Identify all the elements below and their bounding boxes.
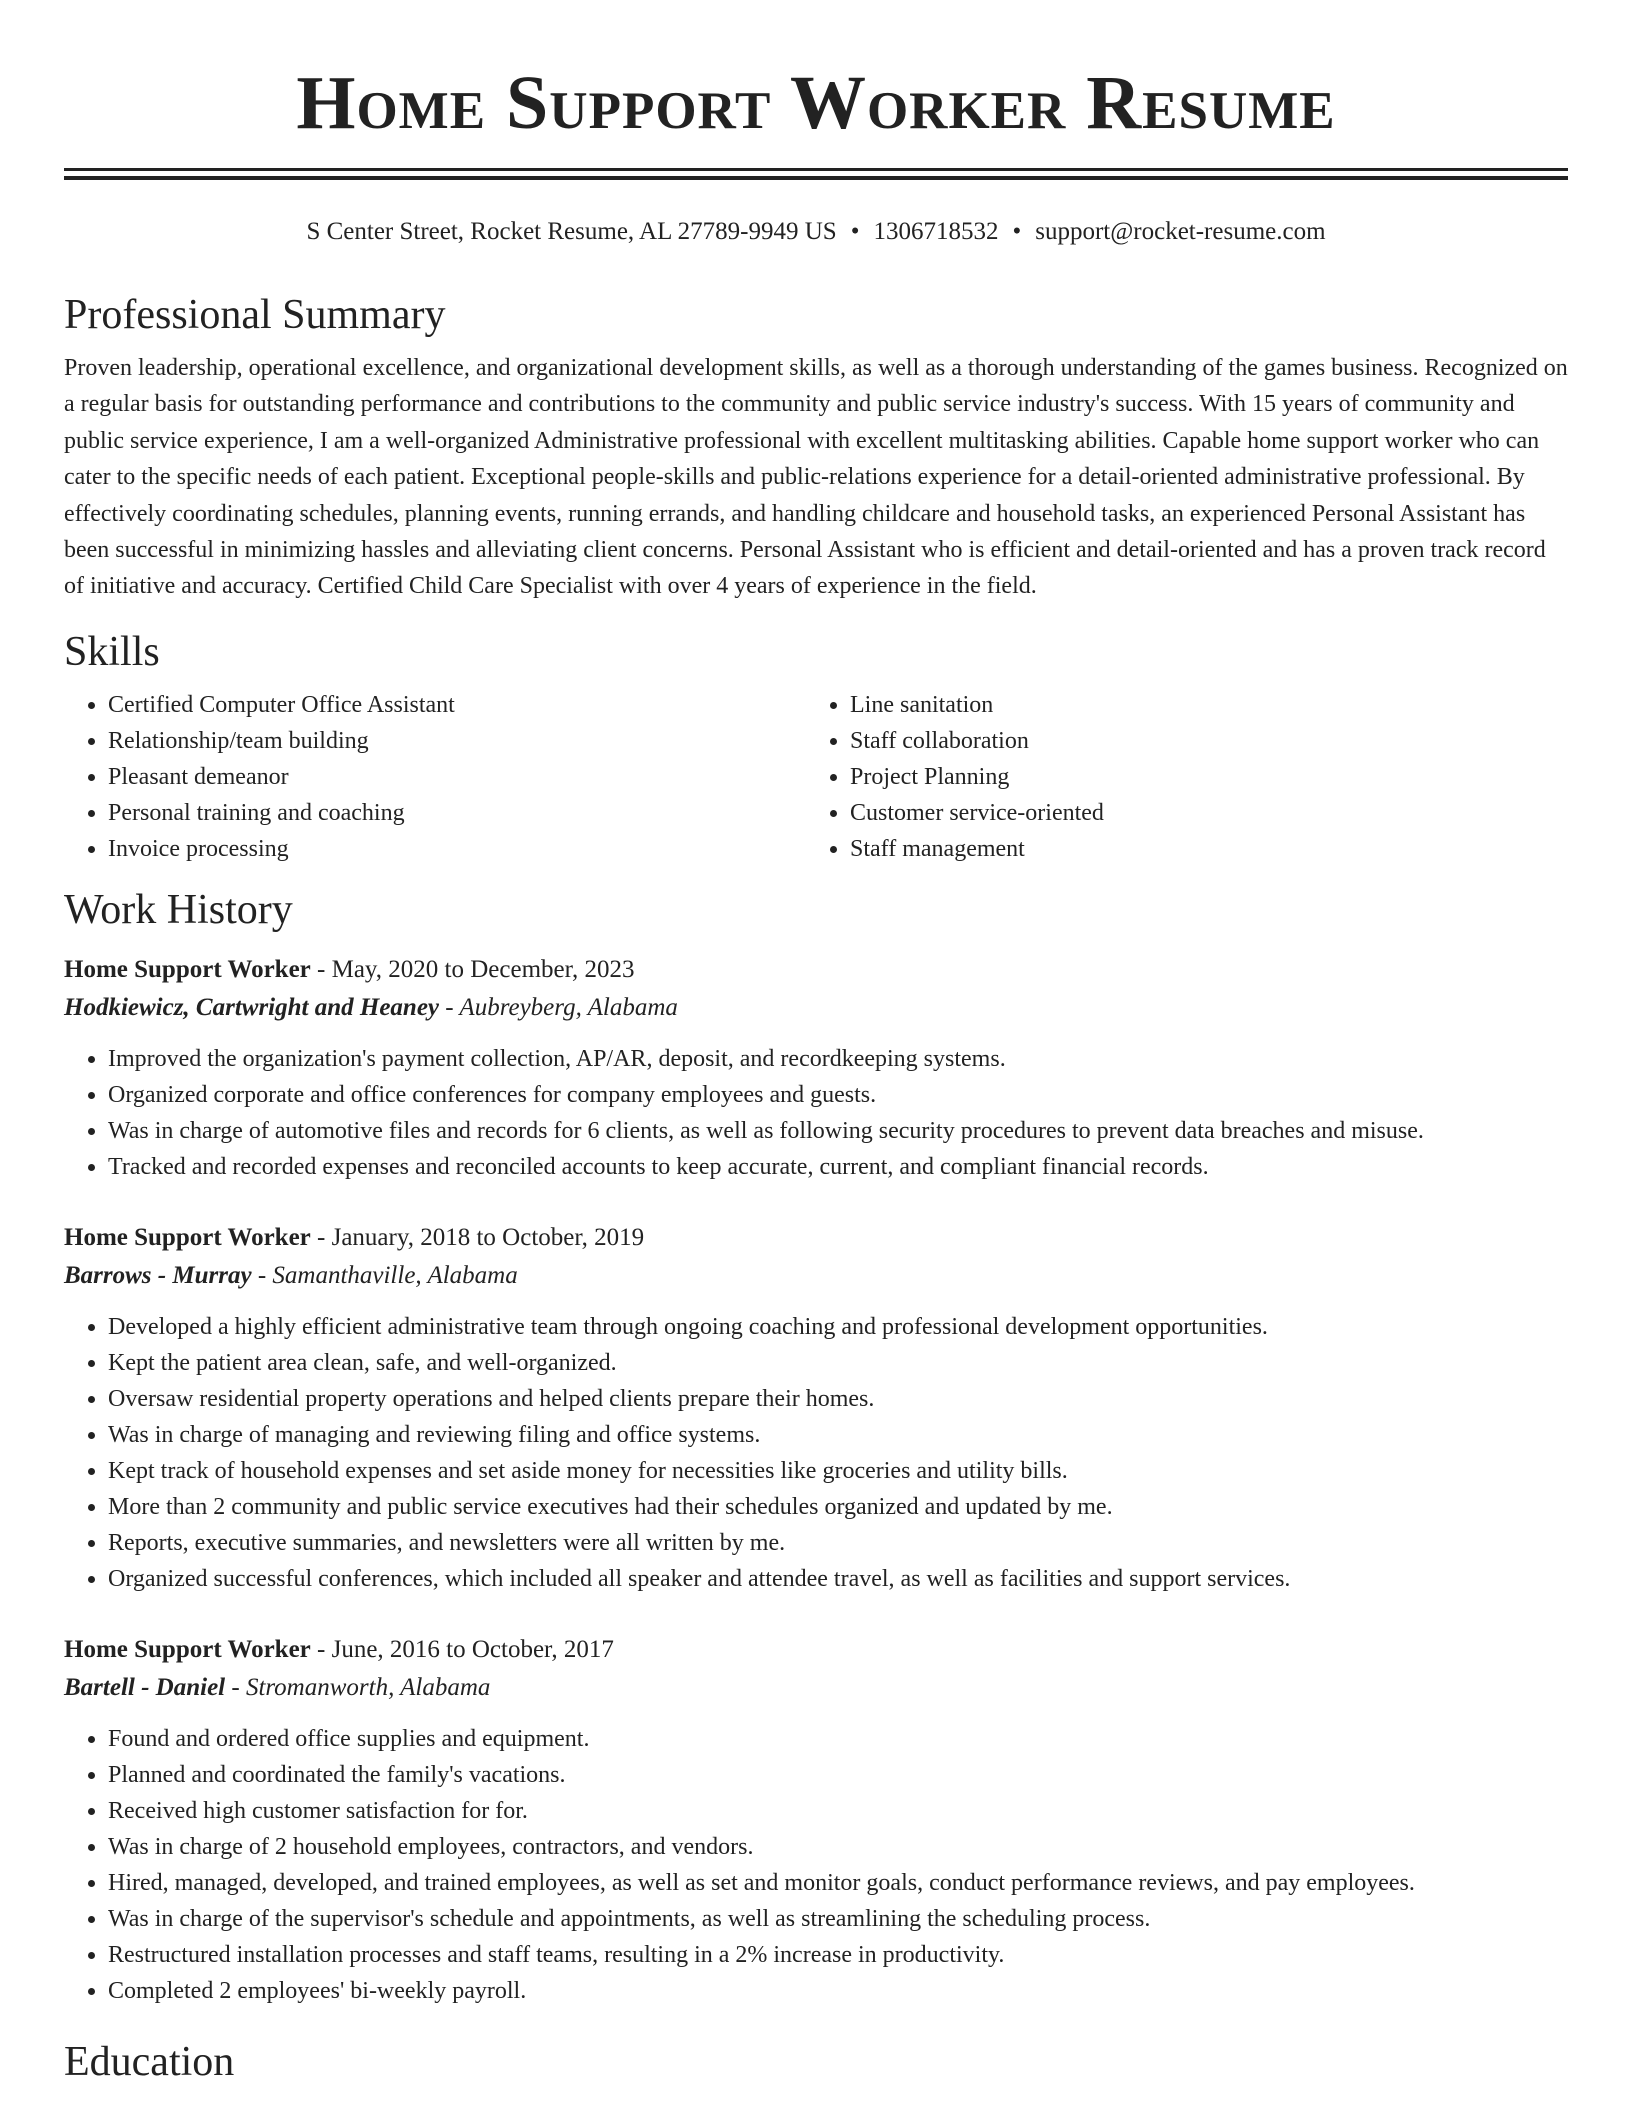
contact-separator: • xyxy=(850,218,860,245)
skills-column-left xyxy=(64,687,806,867)
duty-item: • Organized corporate and office conferences for company employees and guests. xyxy=(108,1077,1568,1113)
skill-item: • Invoice processing xyxy=(108,831,806,867)
job-title: Home Support Worker xyxy=(64,955,311,983)
duty-item: • Developed a highly efficient administrative team through ongoing coaching and professional development opportunities. xyxy=(108,1309,1568,1345)
job-title: Home Support Worker xyxy=(64,1223,311,1251)
duty-item: • Was in charge of automotive files and records for 6 clients, as well as following security procedures to prevent data breaches and misuse. xyxy=(108,1113,1568,1149)
job-dates: May, 2020 to December, 2023 xyxy=(331,955,635,983)
resume-title: Home Support Worker Resume xyxy=(296,61,1336,145)
duty-item: • Restructured installation processes and staff teams, resulting in a 2% increase in productivity. xyxy=(108,1937,1568,1973)
job-dash: - xyxy=(445,993,454,1021)
duty-item: • Found and ordered office supplies and equipment. xyxy=(108,1721,1568,1757)
job-dates: January, 2018 to October, 2019 xyxy=(331,1223,645,1251)
skills-heading: Skills xyxy=(64,628,160,675)
skills-column-right xyxy=(806,687,1548,867)
job-entry xyxy=(64,1631,1568,2009)
skills-list xyxy=(64,687,1568,867)
education-heading: Education xyxy=(64,2038,235,2085)
job-dash: - xyxy=(231,1673,240,1701)
contact-separator: • xyxy=(1012,218,1022,245)
job-title-line xyxy=(64,1631,1568,1669)
job-dates: June, 2016 to October, 2017 xyxy=(331,1635,614,1663)
job-duties xyxy=(64,1041,1568,1185)
duty-item: • Organized successful conferences, which included all speaker and attendee travel, as well as facilities and support services. xyxy=(108,1561,1568,1597)
duty-item: • Was in charge of 2 household employees, contractors, and vendors. xyxy=(108,1829,1568,1865)
job-company: Barrows - Murray xyxy=(64,1261,252,1289)
skill-item: • Customer service-oriented xyxy=(850,795,1548,831)
job-entry xyxy=(64,1219,1568,1597)
summary-text: Proven leadership, operational excellence, and organizational development skills, as well as a thorough understanding of the games business. Recognized on a regular basis for outstanding performance and contributions to the community and public service industry's success. With 15 years of community and public service experience, I am a well-organized Administrative professional with excellent multitasking abilities. Capable home support worker who can cater to the specific needs of each patient. Exceptional people-skills and public-relations experience for a detail-oriented administrative professional. By effectively coordinating schedules, planning events, running errands, and handling childcare and household tasks, an experienced Personal Assistant has been successful in minimizing hassles and alleviating client concerns. Personal Assistant who is efficient and detail-oriented and has a proven track record of initiative and accuracy. Certified Child Care Specialist with over 4 years of experience in the field. xyxy=(64,355,1568,600)
skill-item: • Project Planning xyxy=(850,759,1548,795)
job-title-line xyxy=(64,951,1568,989)
job-company: Bartell - Daniel xyxy=(64,1673,226,1701)
title-rule-top xyxy=(64,168,1568,171)
duty-item: • Was in charge of managing and reviewing filing and office systems. xyxy=(108,1417,1568,1453)
duty-item: • Hired, managed, developed, and trained employees, as well as set and monitor goals, conduct performance reviews, and pay employees. xyxy=(108,1865,1568,1901)
job-dash: - xyxy=(317,1223,326,1251)
job-company: Hodkiewicz, Cartwright and Heaney xyxy=(64,993,440,1021)
job-duties xyxy=(64,1309,1568,1597)
duty-item: • Kept the patient area clean, safe, and well-organized. xyxy=(108,1345,1568,1381)
job-dash: - xyxy=(317,955,326,983)
contact-line xyxy=(0,214,1632,250)
duty-item: • Was in charge of the supervisor's schedule and appointments, as well as streamlining the scheduling process. xyxy=(108,1901,1568,1937)
duty-item: • Oversaw residential property operations and helped clients prepare their homes. xyxy=(108,1381,1568,1417)
skill-item: • Pleasant demeanor xyxy=(108,759,806,795)
job-title: Home Support Worker xyxy=(64,1635,311,1663)
duty-item: • Reports, executive summaries, and newsletters were all written by me. xyxy=(108,1525,1568,1561)
job-entry xyxy=(64,951,1568,1185)
skill-item: • Staff collaboration xyxy=(850,723,1548,759)
job-company-line xyxy=(64,1669,1568,1707)
job-title-line xyxy=(64,1219,1568,1257)
job-company-line xyxy=(64,1257,1568,1295)
duty-item: • More than 2 community and public service executives had their schedules organized and updated by me. xyxy=(108,1489,1568,1525)
skill-item: • Staff management xyxy=(850,831,1548,867)
job-dash: - xyxy=(257,1261,267,1289)
summary-heading: Professional Summary xyxy=(64,292,446,338)
duty-item: • Planned and coordinated the family's vacations. xyxy=(108,1757,1568,1793)
work-history-heading: Work History xyxy=(64,886,293,933)
job-location: Stromanworth, Alabama xyxy=(245,1673,491,1701)
resume-body xyxy=(64,288,1568,2089)
duty-item: • Received high customer satisfaction for for. xyxy=(108,1793,1568,1829)
job-company-line xyxy=(64,989,1568,1027)
job-dash: - xyxy=(317,1635,326,1663)
skill-item: • Relationship/team building xyxy=(108,723,806,759)
contact-address: S Center Street, Rocket Resume, AL 27789-9949 US xyxy=(306,218,837,245)
skill-item: • Personal training and coaching xyxy=(108,795,806,831)
duty-item: • Completed 2 employees' bi-weekly payroll. xyxy=(108,1973,1568,2009)
contact-email: support@rocket-resume.com xyxy=(1035,218,1326,245)
duty-item: • Kept track of household expenses and set aside money for necessities like groceries and utility bills. xyxy=(108,1453,1568,1489)
job-location: Samanthaville, Alabama xyxy=(272,1261,518,1289)
job-location: Aubreyberg, Alabama xyxy=(459,993,678,1021)
job-duties xyxy=(64,1721,1568,2009)
skill-item: • Certified Computer Office Assistant xyxy=(108,687,806,723)
contact-phone: 1306718532 xyxy=(873,218,999,245)
duty-item: • Improved the organization's payment collection, AP/AR, deposit, and recordkeeping systems. xyxy=(108,1041,1568,1077)
title-rule-bottom xyxy=(64,176,1568,180)
skill-item: • Line sanitation xyxy=(850,687,1548,723)
duty-item: • Tracked and recorded expenses and reconciled accounts to keep accurate, current, and compliant financial records. xyxy=(108,1149,1568,1185)
